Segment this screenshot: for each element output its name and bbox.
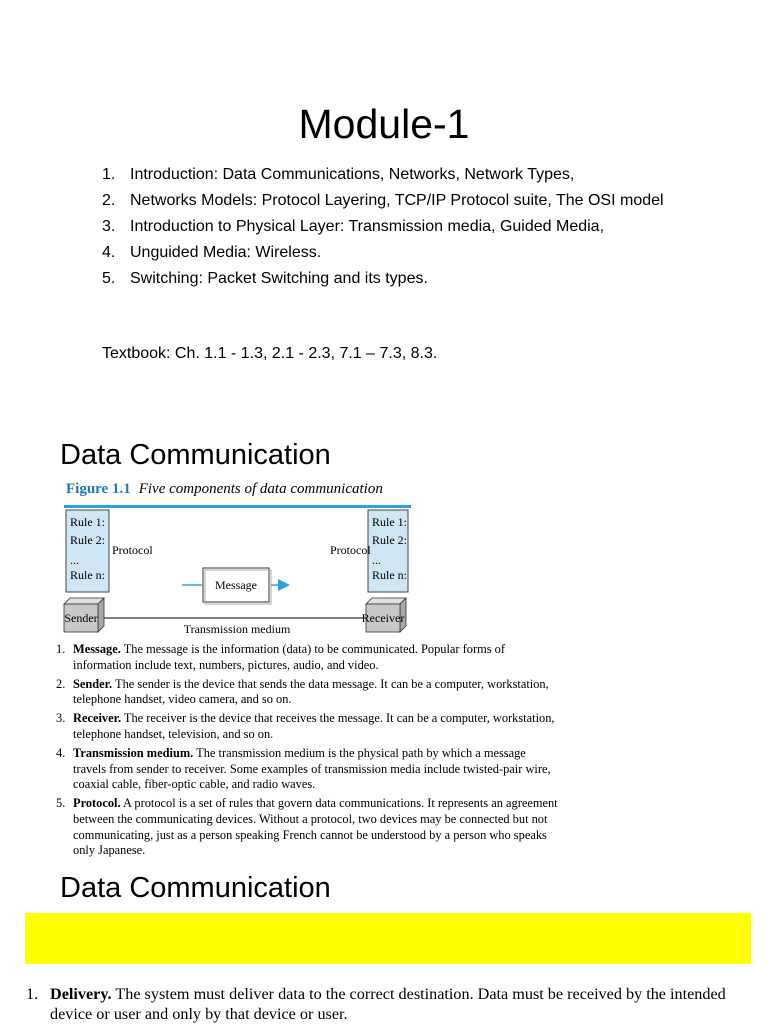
topic-text: Introduction to Physical Layer: Transmission media, Guided Media, [130, 218, 605, 235]
sender-rule-ellipsis: ... [70, 553, 79, 567]
topic-item [102, 165, 702, 184]
module-title: Module-1 [298, 101, 470, 147]
protocol-label-right: Protocol [330, 543, 371, 557]
sender-box-top [64, 598, 104, 604]
component-number: 5. [56, 796, 66, 811]
topic-text: Introduction: Data Communications, Networks, Network Types, [130, 166, 575, 183]
textbook-reference: Textbook: Ch. 1.1 - 1.3, 2.1 - 2.3, 7.1 – 7.3, 8.3. [102, 345, 438, 362]
highlight-bar [25, 913, 751, 964]
component-term: Receiver. [73, 711, 122, 726]
receiver-label: Receiver [361, 611, 405, 625]
transmission-medium-label: Transmission medium [183, 622, 291, 636]
receiver-rule-n: Rule n: [372, 568, 407, 582]
component-text: The transmission medium is the physical path by which a message travels from sender to receiver. Some examples of transmission media include twisted-pair wire, coaxial cable, fiber-optic cable, and radio waves. [73, 746, 551, 792]
section-heading-data-communication-2: Data Communication [60, 872, 331, 904]
receiver-box-top [366, 598, 406, 604]
component-term: Sender. [73, 676, 113, 691]
receiver-rule-1: Rule 1: [372, 515, 407, 529]
component-item [56, 796, 561, 858]
component-term: Transmission medium. [73, 746, 194, 761]
receiver-rule-2: Rule 2: [372, 533, 407, 547]
topic-number: 3. [102, 218, 116, 235]
topic-number: 5. [102, 270, 116, 287]
message-label: Message [215, 578, 257, 592]
component-item [56, 711, 561, 742]
section-heading-data-communication: Data Communication [60, 439, 331, 471]
sender-box-side [98, 598, 104, 632]
components-list [56, 642, 561, 862]
sender-rule-1: Rule 1: [70, 515, 105, 529]
component-number: 4. [56, 746, 66, 761]
characteristics-list [26, 984, 746, 1024]
sender-rule-n: Rule n: [70, 568, 105, 582]
component-term: Protocol. [73, 796, 121, 811]
component-text: The receiver is the device that receives the message. It can be a computer, workstation, telephone handset, television, and so on. [73, 711, 555, 741]
topic-item [102, 243, 702, 262]
topic-item [102, 269, 702, 288]
component-item [56, 746, 561, 793]
topic-item [102, 191, 702, 210]
component-text: The sender is the device that sends the data message. It can be a computer, workstation, telephone handset, video camera, and so on. [73, 676, 549, 707]
topic-number: 1. [102, 166, 116, 183]
component-number: 1. [56, 642, 66, 656]
characteristic-number: 1. [26, 985, 39, 1003]
topic-text: Networks Models: Protocol Layering, TCP/IP Protocol suite, The OSI model [130, 192, 664, 209]
characteristic-item [26, 984, 746, 1024]
component-text: The message is the information (data) to be communicated. Popular forms of information include text, numbers, pictures, audio, and video. [73, 642, 505, 672]
characteristic-text: The system must deliver data to the correct destination. Data must be received by the intended device or user and only by that device or user. [50, 985, 726, 1023]
sender-rule-2: Rule 2: [70, 533, 105, 547]
sender-label: Sender [64, 611, 98, 625]
receiver-rule-ellipsis: ... [372, 553, 381, 567]
figure-caption [66, 481, 383, 498]
topic-text: Switching: Packet Switching and its types. [130, 270, 428, 287]
topic-text: Unguided Media: Wireless. [130, 244, 322, 261]
component-number: 3. [56, 711, 66, 726]
component-text: A protocol is a set of rules that govern data communications. It represents an agreement between the communicating devices. Without a protocol, two devices may be connected but not communicating, just as a person speaking French cannot be understood by a person who speaks only Japanese. [73, 796, 558, 858]
characteristic-term: Delivery. [50, 985, 112, 1003]
component-term: Message. [73, 642, 121, 656]
component-item [56, 677, 561, 708]
topic-item [102, 217, 702, 236]
component-number: 2. [56, 676, 66, 691]
data-communication-diagram [62, 508, 412, 638]
topic-number: 2. [102, 192, 116, 209]
topic-list [102, 165, 702, 295]
component-item [56, 642, 561, 673]
figure-number: Figure 1.1 [66, 481, 131, 497]
figure-caption-text: Five components of data communication [138, 481, 383, 497]
topic-number: 4. [102, 244, 116, 261]
protocol-label-left: Protocol [112, 543, 153, 557]
